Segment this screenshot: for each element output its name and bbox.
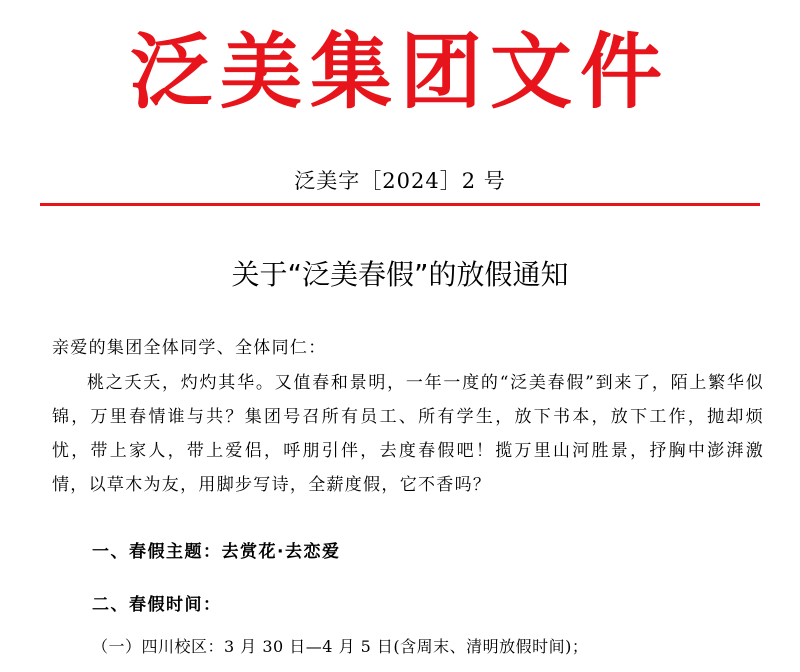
masthead-title: 泛美集团文件 <box>129 24 670 120</box>
document-number: 泛美字［2024］2 号 <box>294 169 506 193</box>
greeting-line: 亲爱的集团全体同学、全体同仁： <box>52 338 327 358</box>
section-heading-time: 二、春假时间： <box>92 595 222 615</box>
red-divider-line <box>40 203 760 206</box>
notice-title: 关于“泛美春假”的放假通知 <box>231 258 569 291</box>
section-heading-theme: 一、春假主题：去赏花·去恋爱 <box>92 542 341 562</box>
list-item-sichuan-campus: （一）四川校区：3 月 30 日—4 月 5 日(含周末、清明放假时间)； <box>92 637 589 656</box>
intro-paragraph: 桃之夭夭，灼灼其华。又值春和景明，一年一度的“泛美春假”到来了，陌上繁华似锦，万里春情谁与共？集团号召所有员工、所有学生，放下书本，放下工作，抛却烦忧，带上家人，带上爱侣，呼朋引伴，去度春假吧！揽万里山河胜景，抒胸中澎湃激情，以草木为友，用脚步写诗，全薪度假，它不香吗？ <box>52 373 764 495</box>
